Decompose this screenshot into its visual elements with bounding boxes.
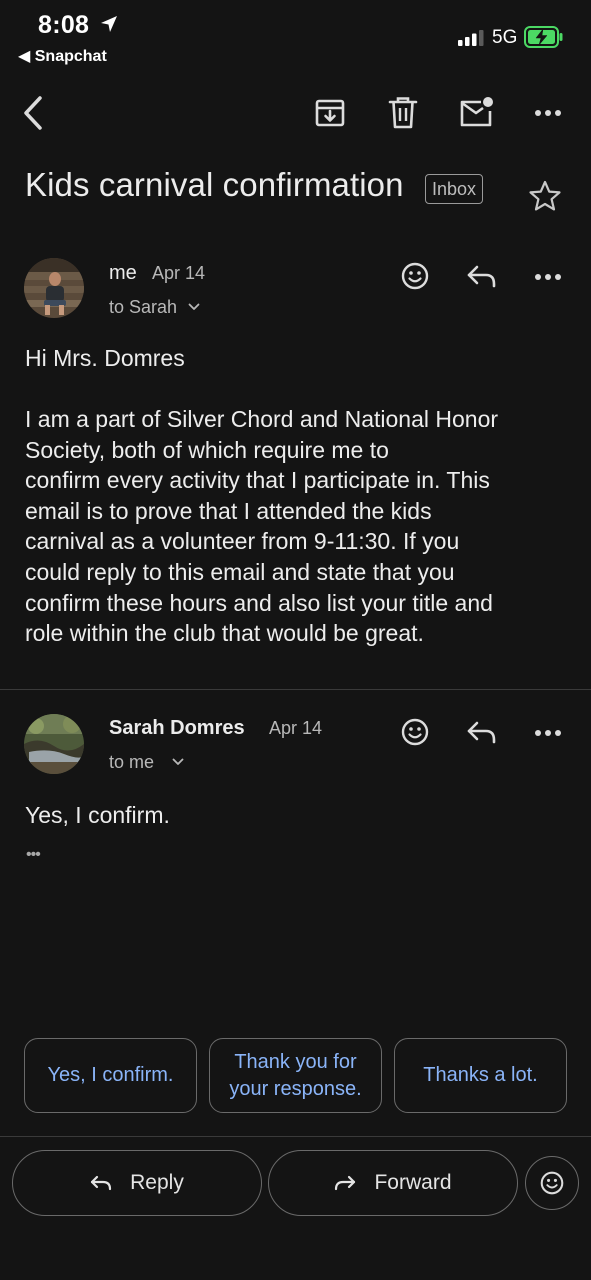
body-line: email is to prove that I attended the kids [25, 497, 432, 524]
message-1-recipient-toggle[interactable] [109, 297, 200, 318]
chevron-down-icon [172, 758, 184, 766]
trash-icon[interactable] [388, 96, 418, 130]
message-2-recipient-toggle[interactable] [109, 752, 184, 773]
message-2-body: Yes, I confirm. [25, 802, 170, 828]
smart-reply-label: your response. [229, 1077, 362, 1100]
location-arrow-icon [99, 14, 119, 34]
message-2-date: Apr 14 [269, 718, 323, 738]
mark-unread-icon[interactable] [459, 96, 495, 128]
reply-icon[interactable] [466, 720, 498, 744]
emoji-react-icon[interactable] [401, 718, 429, 746]
smiley-icon [540, 1171, 564, 1195]
smart-reply-label: Yes, I confirm. [47, 1064, 174, 1086]
avatar-sarah-domres[interactable] [24, 714, 84, 774]
email-subject: Kids carnival confirmation [25, 166, 404, 203]
signal-icon [458, 30, 486, 51]
smart-reply-label: Thanks a lot. [423, 1064, 538, 1086]
back-to-app-link[interactable] [18, 46, 107, 66]
smart-reply-chip[interactable] [24, 1038, 197, 1113]
message-1-date: Apr 14 [152, 263, 206, 283]
inbox-label-badge[interactable]: Inbox [425, 174, 483, 204]
reply-button[interactable] [12, 1150, 262, 1216]
forward-arrow-icon [334, 1175, 356, 1191]
message-2-more-icon[interactable] [534, 728, 562, 738]
network-type: 5G [492, 27, 518, 48]
body-line: carnival as a volunteer from 9-11:30. If you [25, 528, 460, 555]
reply-icon[interactable] [466, 264, 498, 288]
message-2-recipient: to me [109, 752, 155, 772]
status-time [38, 11, 119, 40]
message-1-body [25, 404, 585, 649]
avatar-me[interactable] [24, 258, 84, 318]
message-1-sender: me [109, 262, 137, 284]
reply-arrow-icon [90, 1175, 112, 1191]
message-1-recipient: to Sarah [109, 297, 178, 317]
message-divider [0, 689, 591, 690]
chevron-down-icon [188, 303, 200, 311]
body-line: could reply to this email and state that you [25, 558, 455, 585]
message-1-greeting: Hi Mrs. Domres [25, 345, 185, 371]
star-icon[interactable] [528, 180, 562, 212]
emoji-reaction-button[interactable] [525, 1156, 579, 1210]
show-quoted-text-button[interactable]: ••• [26, 846, 40, 863]
archive-icon[interactable] [314, 97, 346, 129]
forward-label: Forward [374, 1171, 452, 1194]
more-options-icon[interactable] [534, 108, 562, 118]
smart-reply-chip[interactable] [209, 1038, 382, 1113]
message-2-sender: Sarah Domres [109, 717, 245, 739]
back-to-app-label: ◀ Snapchat [18, 48, 107, 65]
body-line: role within the club that would be great. [25, 620, 424, 647]
bottom-bar-divider [0, 1136, 591, 1137]
body-line: Society, both of which require me to [25, 436, 389, 463]
status-time-text: 8:08 [38, 11, 90, 39]
body-line: confirm these hours and also list your title and [25, 589, 493, 616]
message-1-more-icon[interactable] [534, 272, 562, 282]
smart-reply-label: Thank you for [234, 1050, 357, 1073]
back-arrow-icon[interactable] [20, 95, 48, 131]
smart-reply-chip[interactable] [394, 1038, 567, 1113]
emoji-react-icon[interactable] [401, 262, 429, 290]
reply-label: Reply [130, 1171, 184, 1194]
body-line: confirm every activity that I participate in. This [25, 467, 490, 494]
body-line: I am a part of Silver Chord and National Honor [25, 406, 499, 432]
forward-button[interactable] [268, 1150, 518, 1216]
battery-icon [524, 26, 564, 53]
